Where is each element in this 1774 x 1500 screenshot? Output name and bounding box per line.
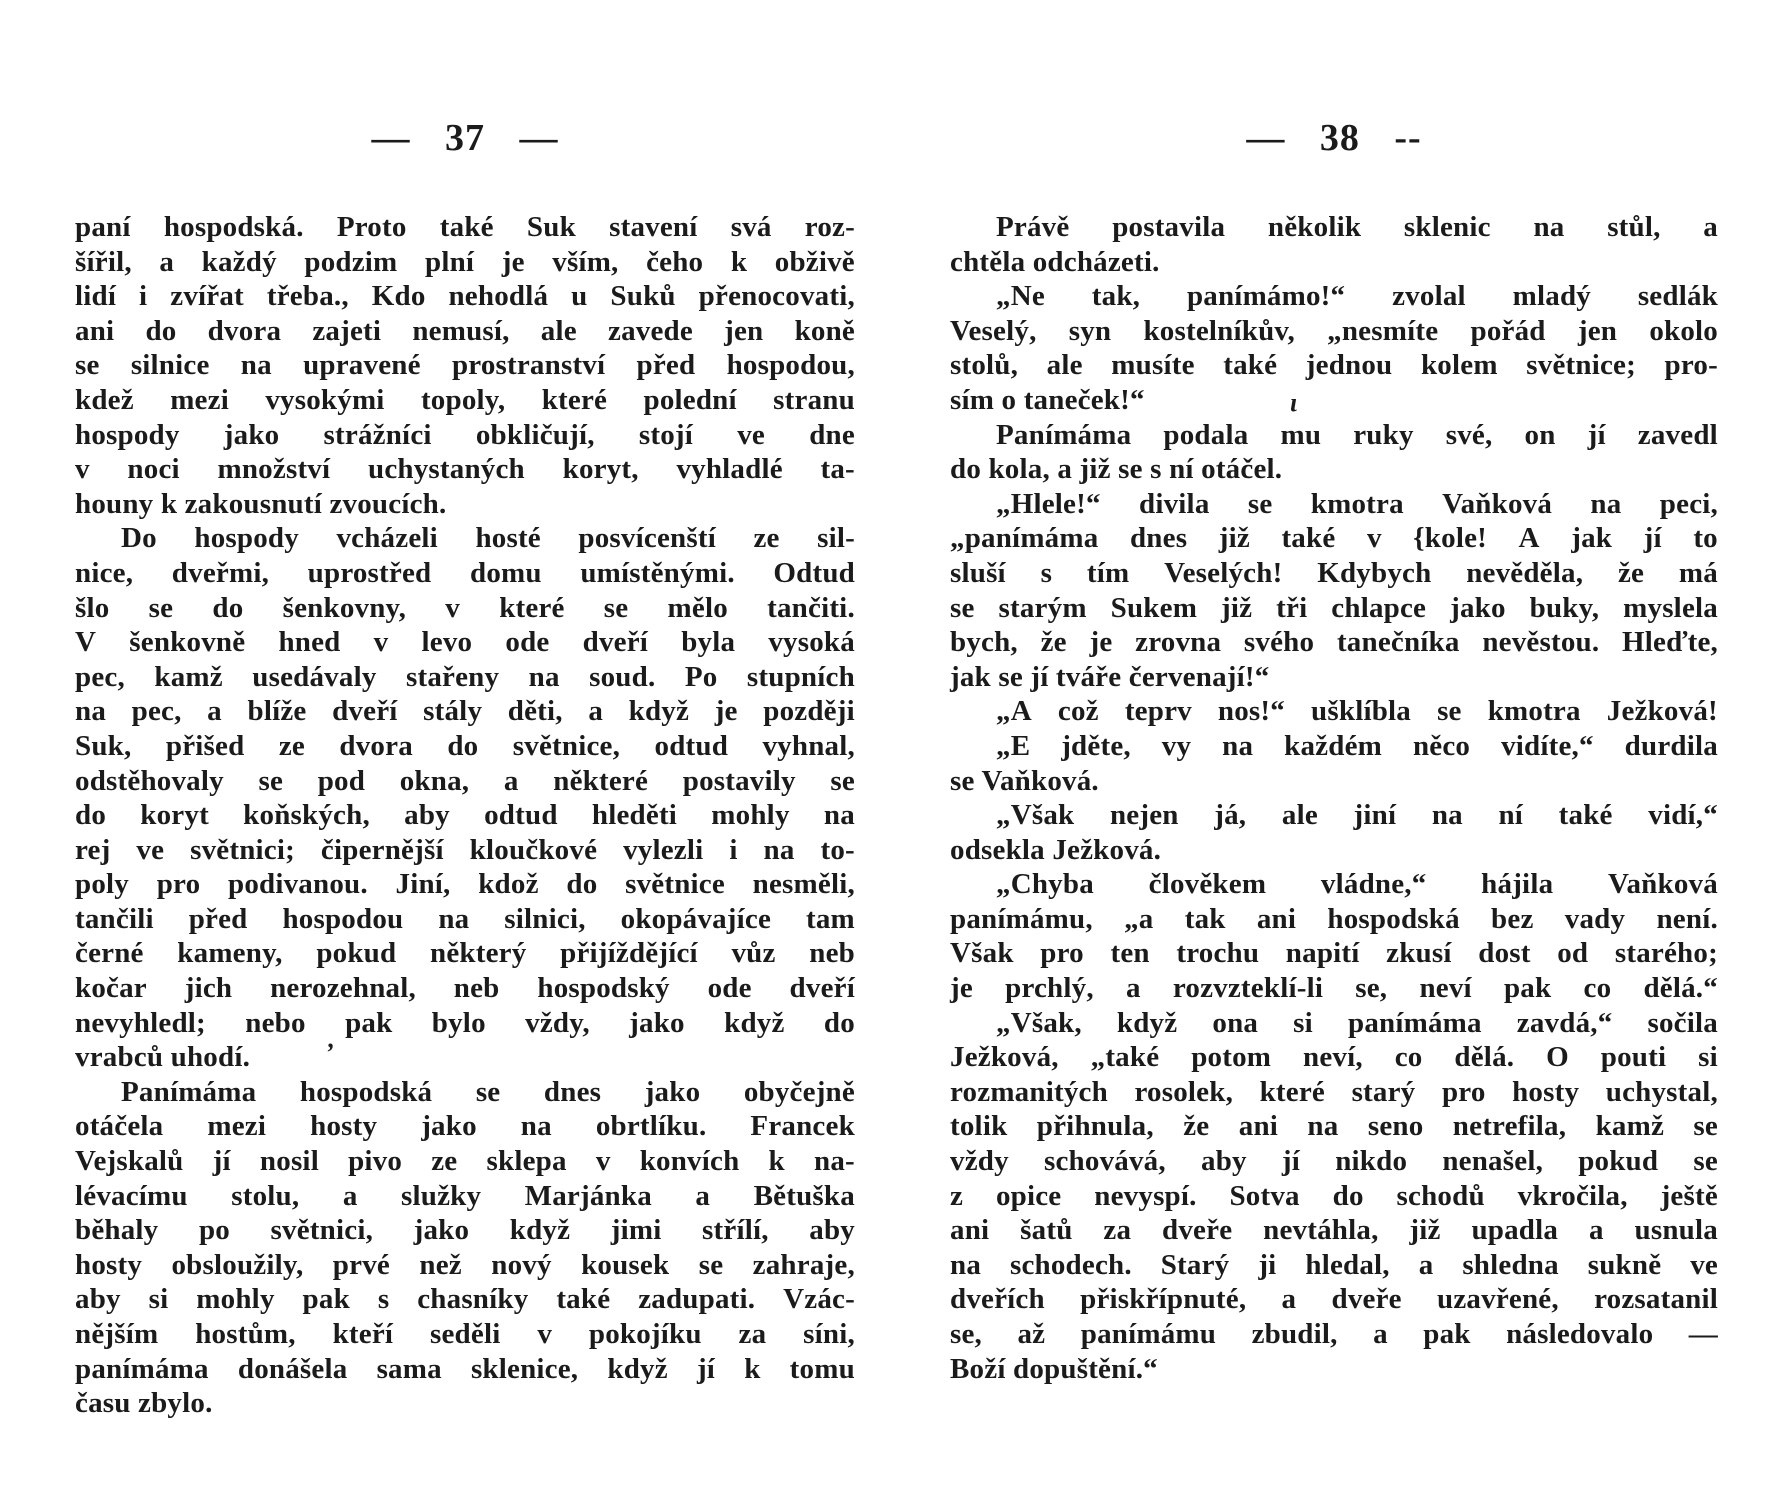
text-line: „Chyba člověkem vládne,“ hájila Vaňková	[996, 868, 1718, 901]
text-line: ani do dvora zajeti nemusí, ale zavede jen koně	[75, 314, 855, 347]
text-line: Panímáma podala mu ruky své, on jí zavedl	[996, 418, 1718, 451]
text-line: na schodech. Starý ji hledal, a shledna sukně ve	[950, 1248, 1718, 1281]
text-line: šířil, a každý podzim plní je vším, čeho k obživě	[75, 245, 855, 278]
text-line: bych, že je zrovna svého tanečníka nevěstou. Hleďte,	[950, 626, 1718, 659]
text-line: Ježková, „také potom neví, co dělá. O pouti si	[950, 1041, 1718, 1074]
text-line: odstěhovaly se pod okna, a některé postavily se	[75, 764, 855, 797]
text-line: V šenkovně hned v levo ode dveří byla vysoká	[75, 626, 855, 659]
text-line: času zbylo.	[75, 1387, 213, 1420]
text-line: stolů, ale musíte také jednou kolem světnice; pro-	[950, 349, 1718, 382]
page-number-38: — 38 --	[1246, 117, 1422, 159]
text-line: se starým Sukem již tři chlapce jako buky, myslela	[950, 591, 1718, 624]
text-line: pec, kamž usedávaly stařeny na soud. Po stupních	[75, 660, 855, 693]
text-line: „Ne tak, panímámo!“ zvolal mladý sedlák	[996, 280, 1718, 313]
text-line: kdež mezi vysokými topoly, které polední stranu	[75, 383, 855, 416]
text-line: běhaly po světnici, jako když jimi střílí, aby	[75, 1214, 855, 1247]
text-line: Panímáma hospodská se dnes jako obyčejně	[121, 1075, 855, 1108]
text-line: poly pro podivanou. Jiní, kdož do světnice nesměli,	[75, 868, 855, 901]
page-37	[75, 118, 855, 1421]
text-line: Suk, přišed ze dvora do světnice, odtud vyhnal,	[75, 729, 855, 762]
text-line: Vejskalů jí nosil pivo ze sklepa v konvích k na-	[75, 1145, 855, 1178]
text-line: Však pro ten trochu napití zkusí dost od starého;	[950, 937, 1718, 970]
text-line: Boží dopuštění.“	[950, 1352, 1158, 1385]
text-line: sím o taneček!“	[950, 383, 1145, 416]
text-line: aby si mohly pak s chasníky také zadupati. Vzác-	[75, 1283, 855, 1316]
text-line: rozmanitých rosolek, které starý pro hosty uchystal,	[950, 1075, 1718, 1108]
text-line: do kola, a již se s ní otáčel.	[950, 453, 1283, 486]
text-line: panímámu, „a tak ani hospodská bez vady není.	[950, 902, 1718, 935]
text-line: v noci množství uchystaných koryt, vyhladlé ta-	[75, 453, 855, 486]
text-line: se silnice na upravené prostranství před hospodou,	[75, 349, 855, 382]
text-line: Do hospody vcházeli hosté posvícenští ze sil-	[121, 522, 855, 555]
page-38	[950, 118, 1718, 1386]
text-line: lidí i zvířat třeba., Kdo nehodlá u Suků přenocovati,	[75, 280, 855, 313]
text-line: „Však nejen já, ale jiní na ní také vidí,“	[996, 799, 1718, 832]
text-line: odsekla Ježková.	[950, 833, 1162, 866]
text-line: rej ve světnici; čipernější kloučkové vylezli i na to-	[75, 833, 855, 866]
text-line: tančili před hospodou na silnici, okopávajíce tam	[75, 902, 855, 935]
text-line: hosty obsloužily, prvé než nový kousek se zahraje,	[75, 1248, 855, 1281]
text-line: paní hospodská. Proto také Suk stavení svá roz-	[75, 211, 855, 243]
text-line: nevyhledl; nebo pak bylo vždy, jako když do	[75, 1006, 855, 1039]
text-line: vždy schovává, aby jí nikdo nenašel, pokud se	[950, 1145, 1718, 1178]
text-line: se Vaňková.	[950, 764, 1099, 797]
text-line: hospody jako strážníci obkličují, stojí ve dne	[75, 418, 855, 451]
text-line: vrabců uhodí.	[75, 1041, 251, 1074]
page-38-text	[950, 210, 1718, 1386]
text-line: „E jděte, vy na každém něco vidíte,“ durdila	[996, 729, 1718, 762]
text-line: „Však, když ona si panímáma zavdá,“ sočila	[996, 1006, 1718, 1039]
text-line: houny k zakousnutí zvoucích.	[75, 487, 447, 520]
text-line: černé kameny, pokud některý přijíždějící vůz neb	[75, 937, 855, 970]
text-line: kočar jich nerozehnal, neb hospodský ode dveří	[75, 972, 855, 1005]
page-number-37: — 37 —	[371, 117, 559, 159]
text-line: dveřích přiskřípnuté, a dveře uzavřené, rozsatanil	[950, 1283, 1718, 1316]
text-line: nějším hostům, kteří seděli v pokojíku za síni,	[75, 1318, 855, 1350]
text-line: sluší s tím Veselých! Kdybych nevěděla, že má	[950, 556, 1718, 589]
ink-speck-artifact: ’	[325, 1038, 334, 1067]
text-line: „panímáma dnes již také v {kole! A jak jí to	[950, 522, 1718, 555]
text-line: jak se jí tváře červenají!“	[950, 660, 1270, 693]
text-line: „A což teprv nos!“ ušklíbla se kmotra Ježková!	[996, 695, 1718, 728]
text-line: je prchlý, a rozvzteklí-li se, neví pak co dělá.“	[950, 972, 1718, 1005]
text-line: šlo se do šenkovny, v které se mělo tančiti.	[75, 591, 855, 624]
text-line: se, až panímámu zbudil, a pak následovalo —	[950, 1318, 1718, 1350]
ink-speck-artifact: ι	[1290, 388, 1298, 417]
text-line: nice, dveřmi, uprostřed domu umístěnými. Odtud	[75, 556, 855, 589]
text-line: Právě postavila několik sklenic na stůl, a	[996, 211, 1718, 243]
text-line: do koryt koňských, aby odtud hleděti mohly na	[75, 799, 855, 832]
text-line: ani šatů za dveře nevtáhla, již upadla a usnula	[950, 1214, 1718, 1247]
text-line: tolik přihnula, že ani na seno netrefila, kamž se	[950, 1110, 1718, 1143]
text-line: na pec, a blíže dveří stály děti, a když je později	[75, 695, 855, 728]
text-line: Veselý, syn kostelníkův, „nesmíte pořád jen okolo	[950, 314, 1718, 347]
text-line: „Hlele!“ divila se kmotra Vaňková na peci,	[996, 487, 1718, 520]
text-line: z opice nevyspí. Sotva do schodů vkročila, ještě	[950, 1179, 1718, 1212]
text-line: lévacímu stolu, a služky Marjánka a Bětuška	[75, 1179, 855, 1212]
text-line: panímáma donášela sama sklenice, když jí k tomu	[75, 1352, 855, 1385]
text-line: otáčela mezi hosty jako na obrtlíku. Francek	[75, 1110, 855, 1143]
page-37-text	[75, 210, 855, 1421]
text-line: chtěla odcházeti.	[950, 245, 1160, 278]
